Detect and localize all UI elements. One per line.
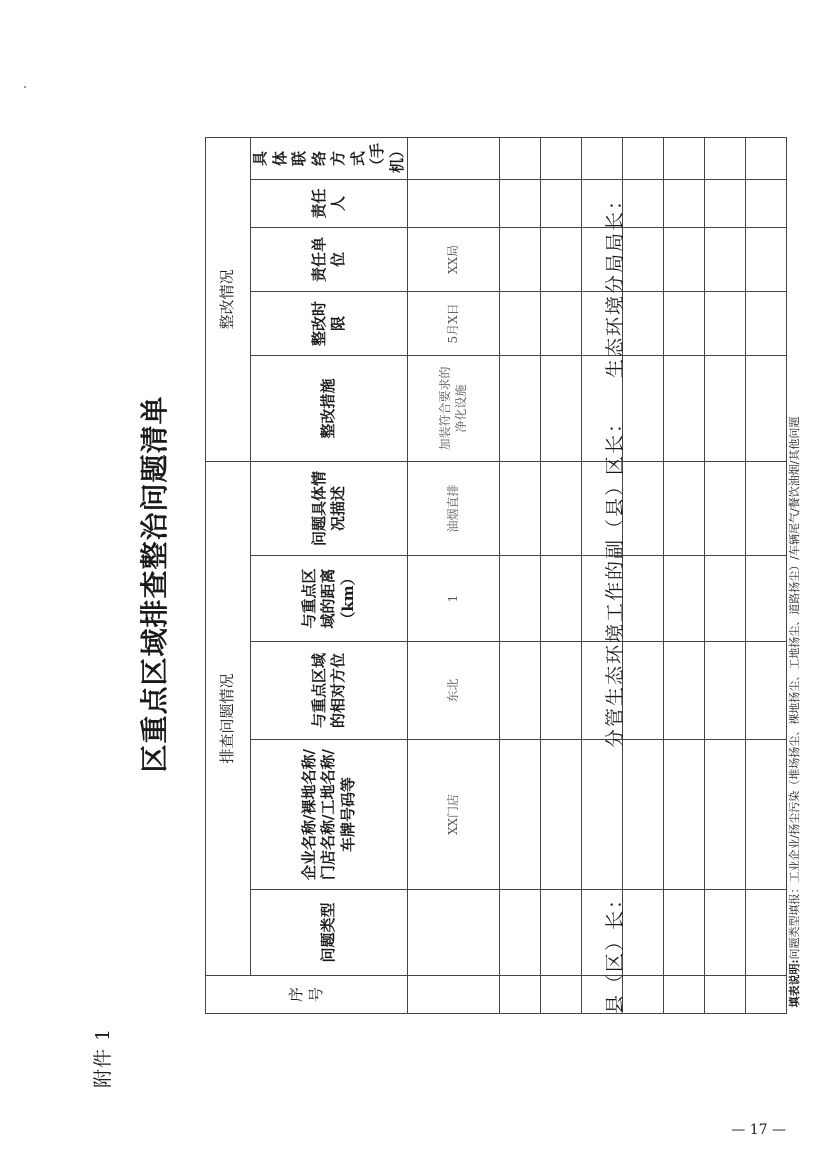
signature-deputy-head: 分管生态环境工作的副（县）区长：	[604, 411, 626, 748]
rectification-header: 整改情况	[206, 137, 251, 461]
note-text: 问题类型填报：工业企业/扬尘污染（堆场扬尘、裸地扬尘、工地扬尘、道路扬尘）/车辆尾气/餐饮油烟/其他问题	[787, 416, 801, 960]
sample-row	[408, 137, 500, 1013]
fill-instructions	[787, 137, 804, 1013]
column-header-row	[251, 137, 408, 1013]
table-cell: 5月X日	[408, 291, 500, 355]
col-header: 整改措施	[251, 355, 408, 461]
empty-row	[664, 137, 705, 1013]
table-cell	[408, 890, 500, 976]
attachment-label: 附件 1	[92, 1027, 114, 1088]
empty-row	[746, 137, 787, 1013]
group-header-row	[206, 137, 251, 1013]
table-cell: 东北	[408, 642, 500, 740]
seq-header: 序号	[206, 976, 408, 1014]
table-cell: 加装符合要求的净化设施	[408, 355, 500, 461]
note-row	[787, 137, 804, 1013]
page-number: — 17 —	[731, 1122, 786, 1138]
col-header: 问题类型	[251, 890, 408, 976]
table-cell: XX局	[408, 227, 500, 291]
table-cell	[408, 137, 500, 179]
col-header: 与重点区域的距离（km）	[251, 556, 408, 642]
col-header: 与重点区域的相对方位	[251, 642, 408, 740]
empty-row	[500, 137, 541, 1013]
col-header: 企业名称/裸地名称/门店名称/工地名称/车牌号码等	[251, 740, 408, 890]
empty-row	[623, 137, 664, 1013]
empty-row	[541, 137, 582, 1013]
table-cell	[408, 976, 500, 1014]
col-header: 整改时限	[251, 291, 408, 355]
issue-list-table	[205, 137, 803, 1014]
page-title: 区重点区域排查整治问题清单	[138, 395, 171, 773]
table-cell	[408, 179, 500, 227]
col-header: 责任人	[251, 179, 408, 227]
scan-mark	[24, 86, 26, 88]
col-header: 问题具体情况描述	[251, 461, 408, 555]
table-cell: 油烟直排	[408, 461, 500, 555]
col-header: 责任单位	[251, 227, 408, 291]
signature-bureau-head: 生态环境分局局长：	[604, 188, 626, 378]
empty-row	[705, 137, 746, 1013]
table-cell: XX门店	[408, 740, 500, 890]
signature-county-head: 县（区）长：	[604, 887, 626, 1014]
investigation-header: 排查问题情况	[206, 461, 251, 975]
table-cell: 1	[408, 556, 500, 642]
note-label: 填表说明:	[787, 959, 801, 1008]
col-header: 具体联络方式（手机）	[251, 137, 408, 179]
